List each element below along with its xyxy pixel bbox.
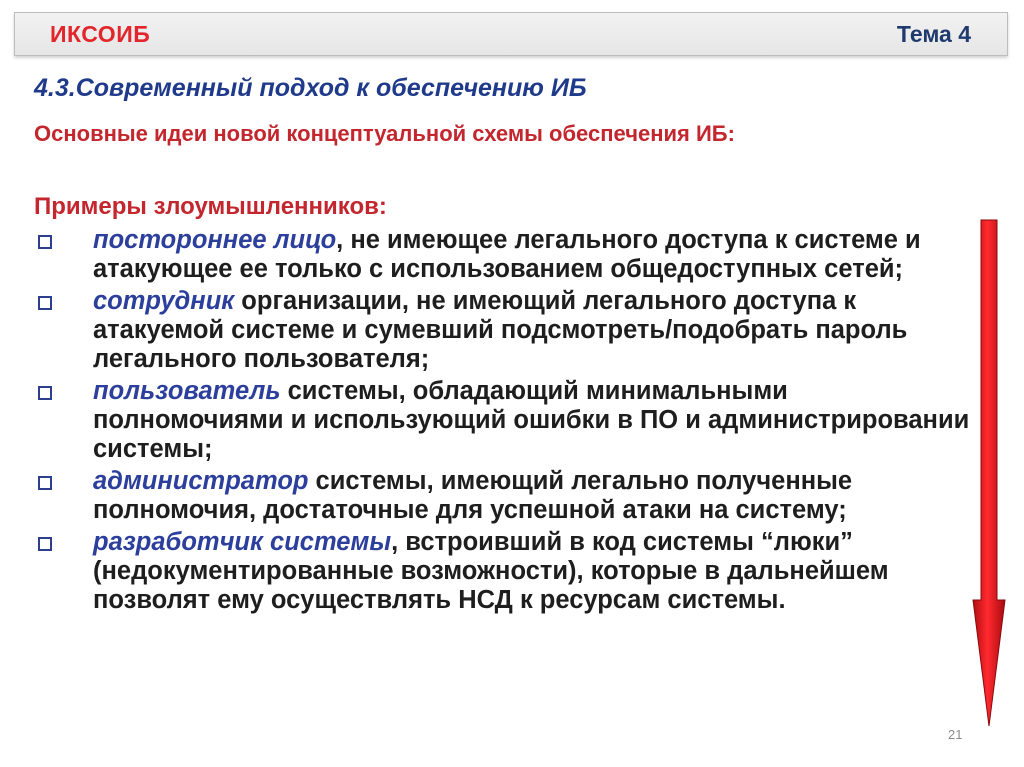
checkbox-bullet-icon	[38, 476, 52, 490]
course-code: ИКСОИБ	[50, 21, 151, 47]
page-number: 21	[948, 727, 963, 742]
role-description: организации, не имеющий легального доступа к атакуемой системе и сумевший подсмотреть/подобрать пароль легального пользователя;	[93, 287, 908, 373]
checkbox-bullet-icon	[38, 235, 52, 249]
topic-label: Тема 4	[896, 21, 971, 47]
checkbox-bullet-icon	[38, 296, 52, 310]
section-title: 4.3.Современный подход к обеспечению ИБ	[34, 74, 587, 102]
role-term: сотрудник	[93, 287, 235, 315]
checkbox-bullet-icon	[38, 537, 52, 551]
list-item-text	[93, 226, 974, 284]
role-description: системы, обладающий минимальными полномочиями и использующий ошибки в ПО и администрировании системы;	[93, 377, 970, 463]
subtitle: Основные идеи новой концептуальной схемы обеспечения ИБ:	[34, 121, 735, 146]
list-item-text	[93, 528, 974, 615]
down-arrow-icon	[971, 218, 1007, 730]
list-heading: Примеры злоумышленников:	[34, 193, 387, 220]
list-item-text	[93, 287, 974, 374]
checkbox-bullet-icon	[38, 386, 52, 400]
list-item	[34, 528, 974, 615]
list-item	[34, 467, 974, 525]
role-term: пользователь	[93, 377, 281, 405]
attacker-list	[34, 226, 974, 618]
role-description: , встроивший в код системы “люки” (недокументированные возможности), которые в дальнейшем позволят ему осуществлять НСД к ресурсам системы.	[93, 528, 889, 614]
role-description: системы, имеющий легально полученные полномочия, достаточные для успешной атаки на систему;	[93, 467, 853, 524]
role-term: администратор	[93, 467, 309, 495]
role-term: разработчик системы	[93, 528, 392, 556]
list-item	[34, 377, 974, 464]
list-item	[34, 226, 974, 284]
role-description: , не имеющее легального доступа к системе и атакующее ее только с использованием общедоступных сетей;	[93, 226, 921, 283]
list-item	[34, 287, 974, 374]
role-term: постороннее лицо	[93, 226, 337, 254]
list-item-text	[93, 467, 974, 525]
header-bar	[14, 12, 1008, 56]
list-item-text	[93, 377, 974, 464]
